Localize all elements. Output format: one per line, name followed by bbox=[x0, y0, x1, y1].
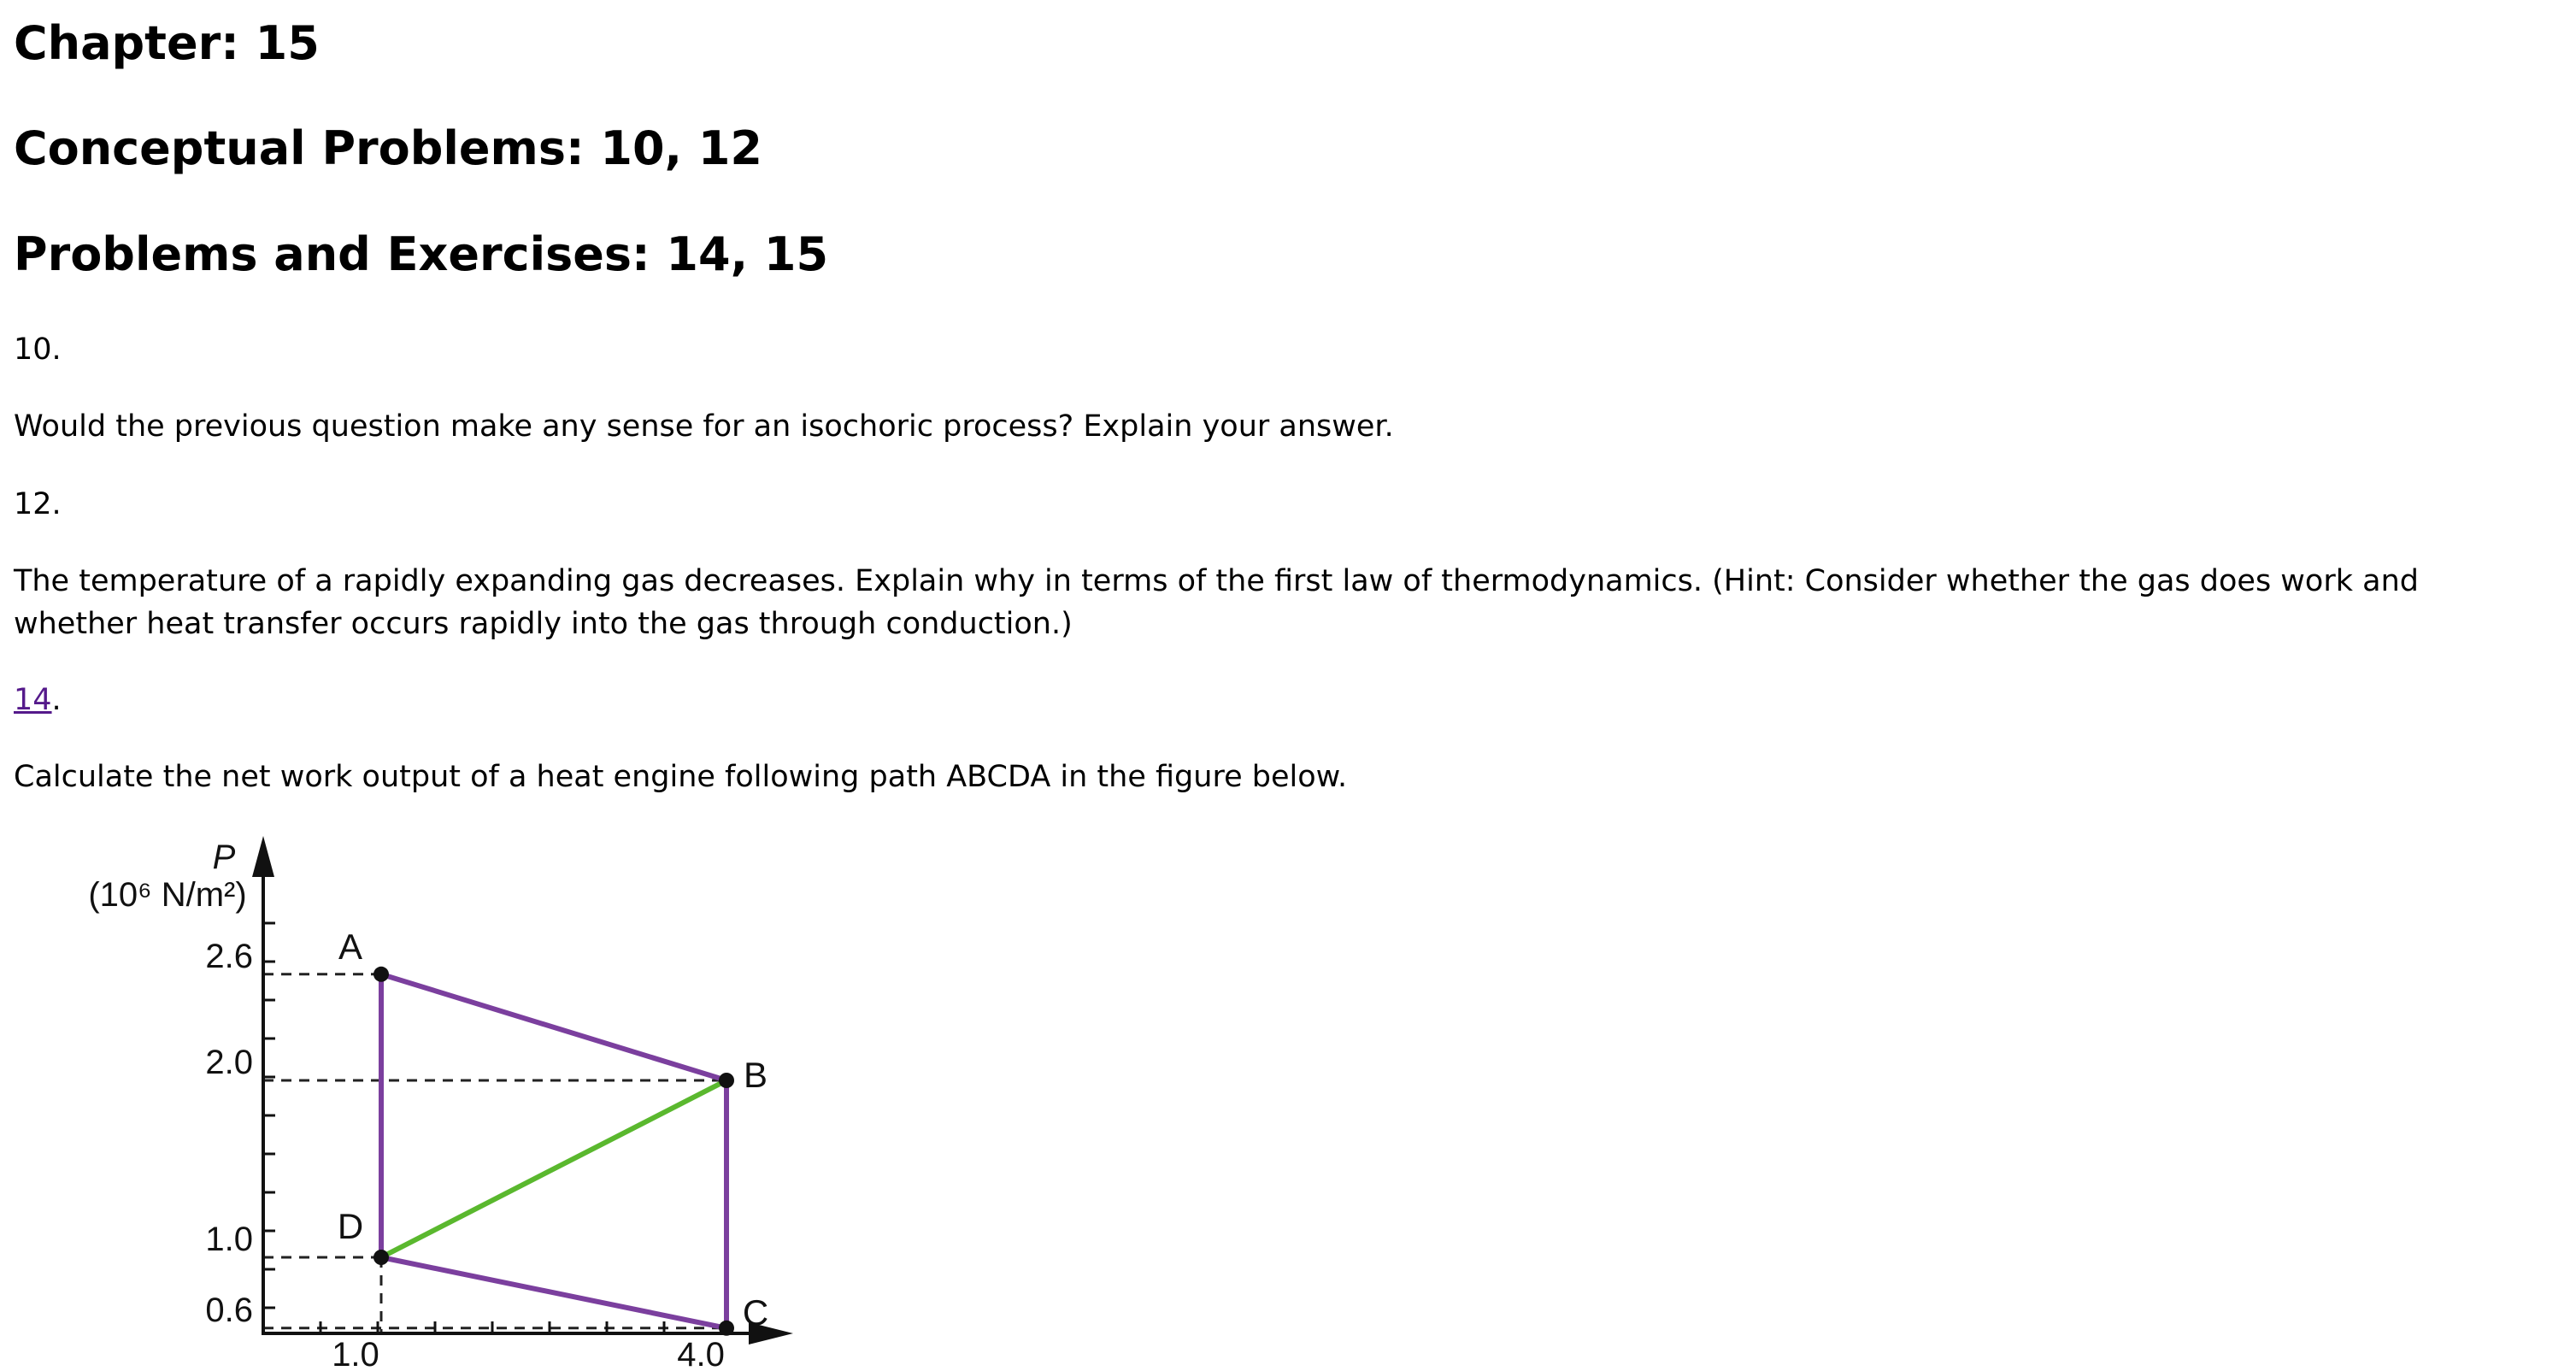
problems-exercises-heading: Problems and Exercises: 14, 15 bbox=[14, 227, 829, 281]
diagonal-line-DB bbox=[381, 1080, 726, 1257]
path-segment-CD bbox=[381, 1257, 726, 1328]
x-tick-label: 4.0 bbox=[677, 1336, 725, 1371]
point-D bbox=[373, 1250, 389, 1265]
x-tick-labels bbox=[332, 1336, 725, 1371]
conceptual-problems-heading: Conceptual Problems: 10, 12 bbox=[14, 121, 762, 175]
point-A bbox=[373, 967, 389, 982]
question-10-number: 10. bbox=[14, 332, 62, 367]
point-label-D: D bbox=[337, 1206, 364, 1246]
question-14-suffix: . bbox=[51, 683, 62, 717]
point-C bbox=[719, 1321, 734, 1336]
y-tick-labels bbox=[205, 938, 253, 1329]
y-axis-arrowhead bbox=[252, 836, 274, 877]
question-12-number: 12. bbox=[14, 487, 62, 521]
y-axis-minor-ticks bbox=[263, 923, 275, 1308]
chapter-heading: Chapter: 15 bbox=[14, 16, 320, 70]
question-12-text: The temperature of a rapidly expanding gas decreases. Explain why in terms of the first law of thermodynamics. (Hint: Consider whether the gas does work and whether heat transfer occurs rapidly into the gas through conduction.) bbox=[14, 564, 2419, 641]
y-tick-label: 2.6 bbox=[205, 937, 253, 975]
cycle-path-ABCDA bbox=[381, 974, 726, 1328]
point-label-B: B bbox=[744, 1055, 768, 1095]
x-tick-label: 1.0 bbox=[332, 1336, 379, 1371]
state-points bbox=[338, 927, 768, 1336]
path-segment-AB bbox=[381, 974, 726, 1080]
point-B bbox=[719, 1073, 734, 1088]
y-tick-label: 1.0 bbox=[205, 1221, 253, 1258]
point-label-A: A bbox=[338, 926, 363, 967]
question-14-text: Calculate the net work output of a heat engine following path ABCDA in the figure below. bbox=[14, 760, 1348, 794]
y-axis-symbol: P bbox=[212, 838, 236, 876]
y-tick-label: 0.6 bbox=[205, 1291, 253, 1329]
y-tick-label: 2.0 bbox=[205, 1044, 253, 1081]
pv-diagram bbox=[0, 821, 820, 1371]
question-14-link[interactable]: 14 bbox=[14, 683, 52, 717]
point-label-C: C bbox=[742, 1292, 769, 1333]
question-10-text: Would the previous question make any sense for an isochoric process? Explain your answer. bbox=[14, 409, 1394, 444]
y-axis-unit: (10⁶ N/m²) bbox=[88, 876, 247, 914]
question-14-number bbox=[14, 679, 2544, 721]
